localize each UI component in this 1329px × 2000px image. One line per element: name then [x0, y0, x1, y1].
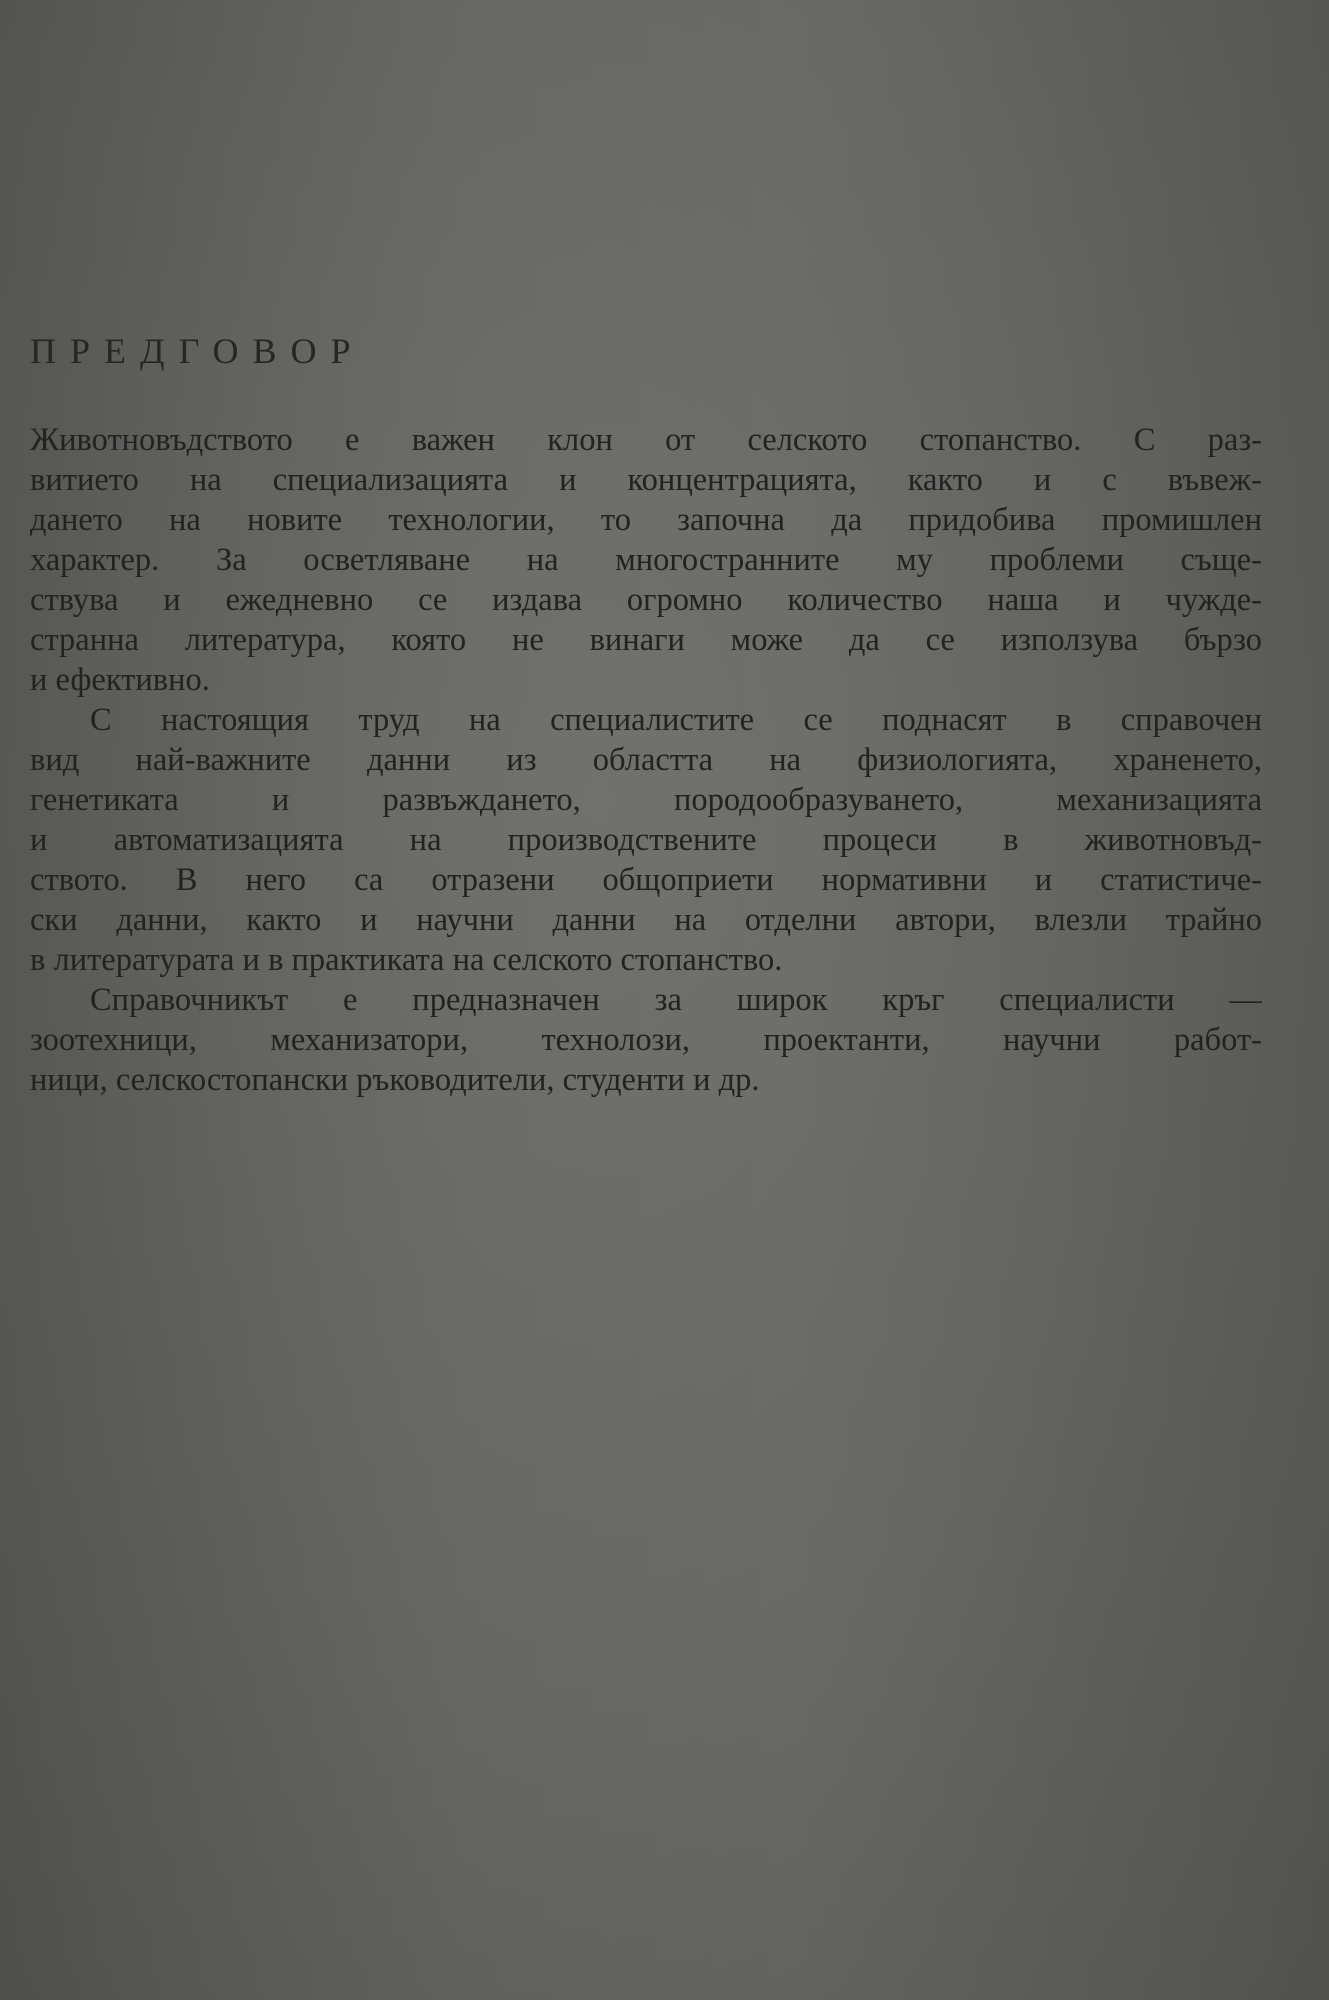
- text-line: ски данни, както и научни данни на отделни автори, влезли трайно: [30, 902, 1262, 938]
- text-line: Животновъдството е важен клон от селското стопанство. С раз-: [30, 422, 1262, 458]
- text-line: витието на специализацията и концентрацията, както и с въвеж-: [30, 462, 1262, 498]
- text-line: ството. В него са отразени общоприети нормативни и статистиче-: [30, 862, 1262, 898]
- text-line: в литературата и в практиката на селското стопанство.: [30, 942, 783, 978]
- text-line: странна литература, която не винаги може да се използува бързо: [30, 622, 1262, 658]
- text-line: характер. За осветляване на многостранните му проблеми съще-: [30, 542, 1262, 578]
- text-line: С настоящия труд на специалистите се поднасят в справочен: [90, 702, 1262, 738]
- text-line: зоотехници, механизатори, технолози, проектанти, научни работ-: [30, 1022, 1262, 1058]
- text-line: генетиката и развъждането, породообразуването, механизацията: [30, 782, 1262, 818]
- text-line: Справочникът е предназначен за широк кръг специалисти —: [90, 982, 1262, 1018]
- preface-text: [30, 420, 1262, 1100]
- text-line: вид най-важните данни из областта на физиологията, храненето,: [30, 742, 1262, 778]
- text-line: дането на новите технологии, то започна да придобива промишлен: [30, 502, 1262, 538]
- text-line: ствува и ежедневно се издава огромно количество наша и чужде-: [30, 582, 1262, 618]
- text-line: и автоматизацията на производствените процеси в животновъд-: [30, 822, 1262, 858]
- paragraph-2: [30, 700, 1262, 980]
- page-heading: ПРЕДГОВОР: [30, 331, 365, 371]
- text-line: и ефективно.: [30, 662, 210, 698]
- text-line: ници, селскостопански ръководители, студенти и др.: [30, 1062, 760, 1098]
- paragraph-1: [30, 420, 1262, 700]
- paragraph-3: [30, 980, 1262, 1100]
